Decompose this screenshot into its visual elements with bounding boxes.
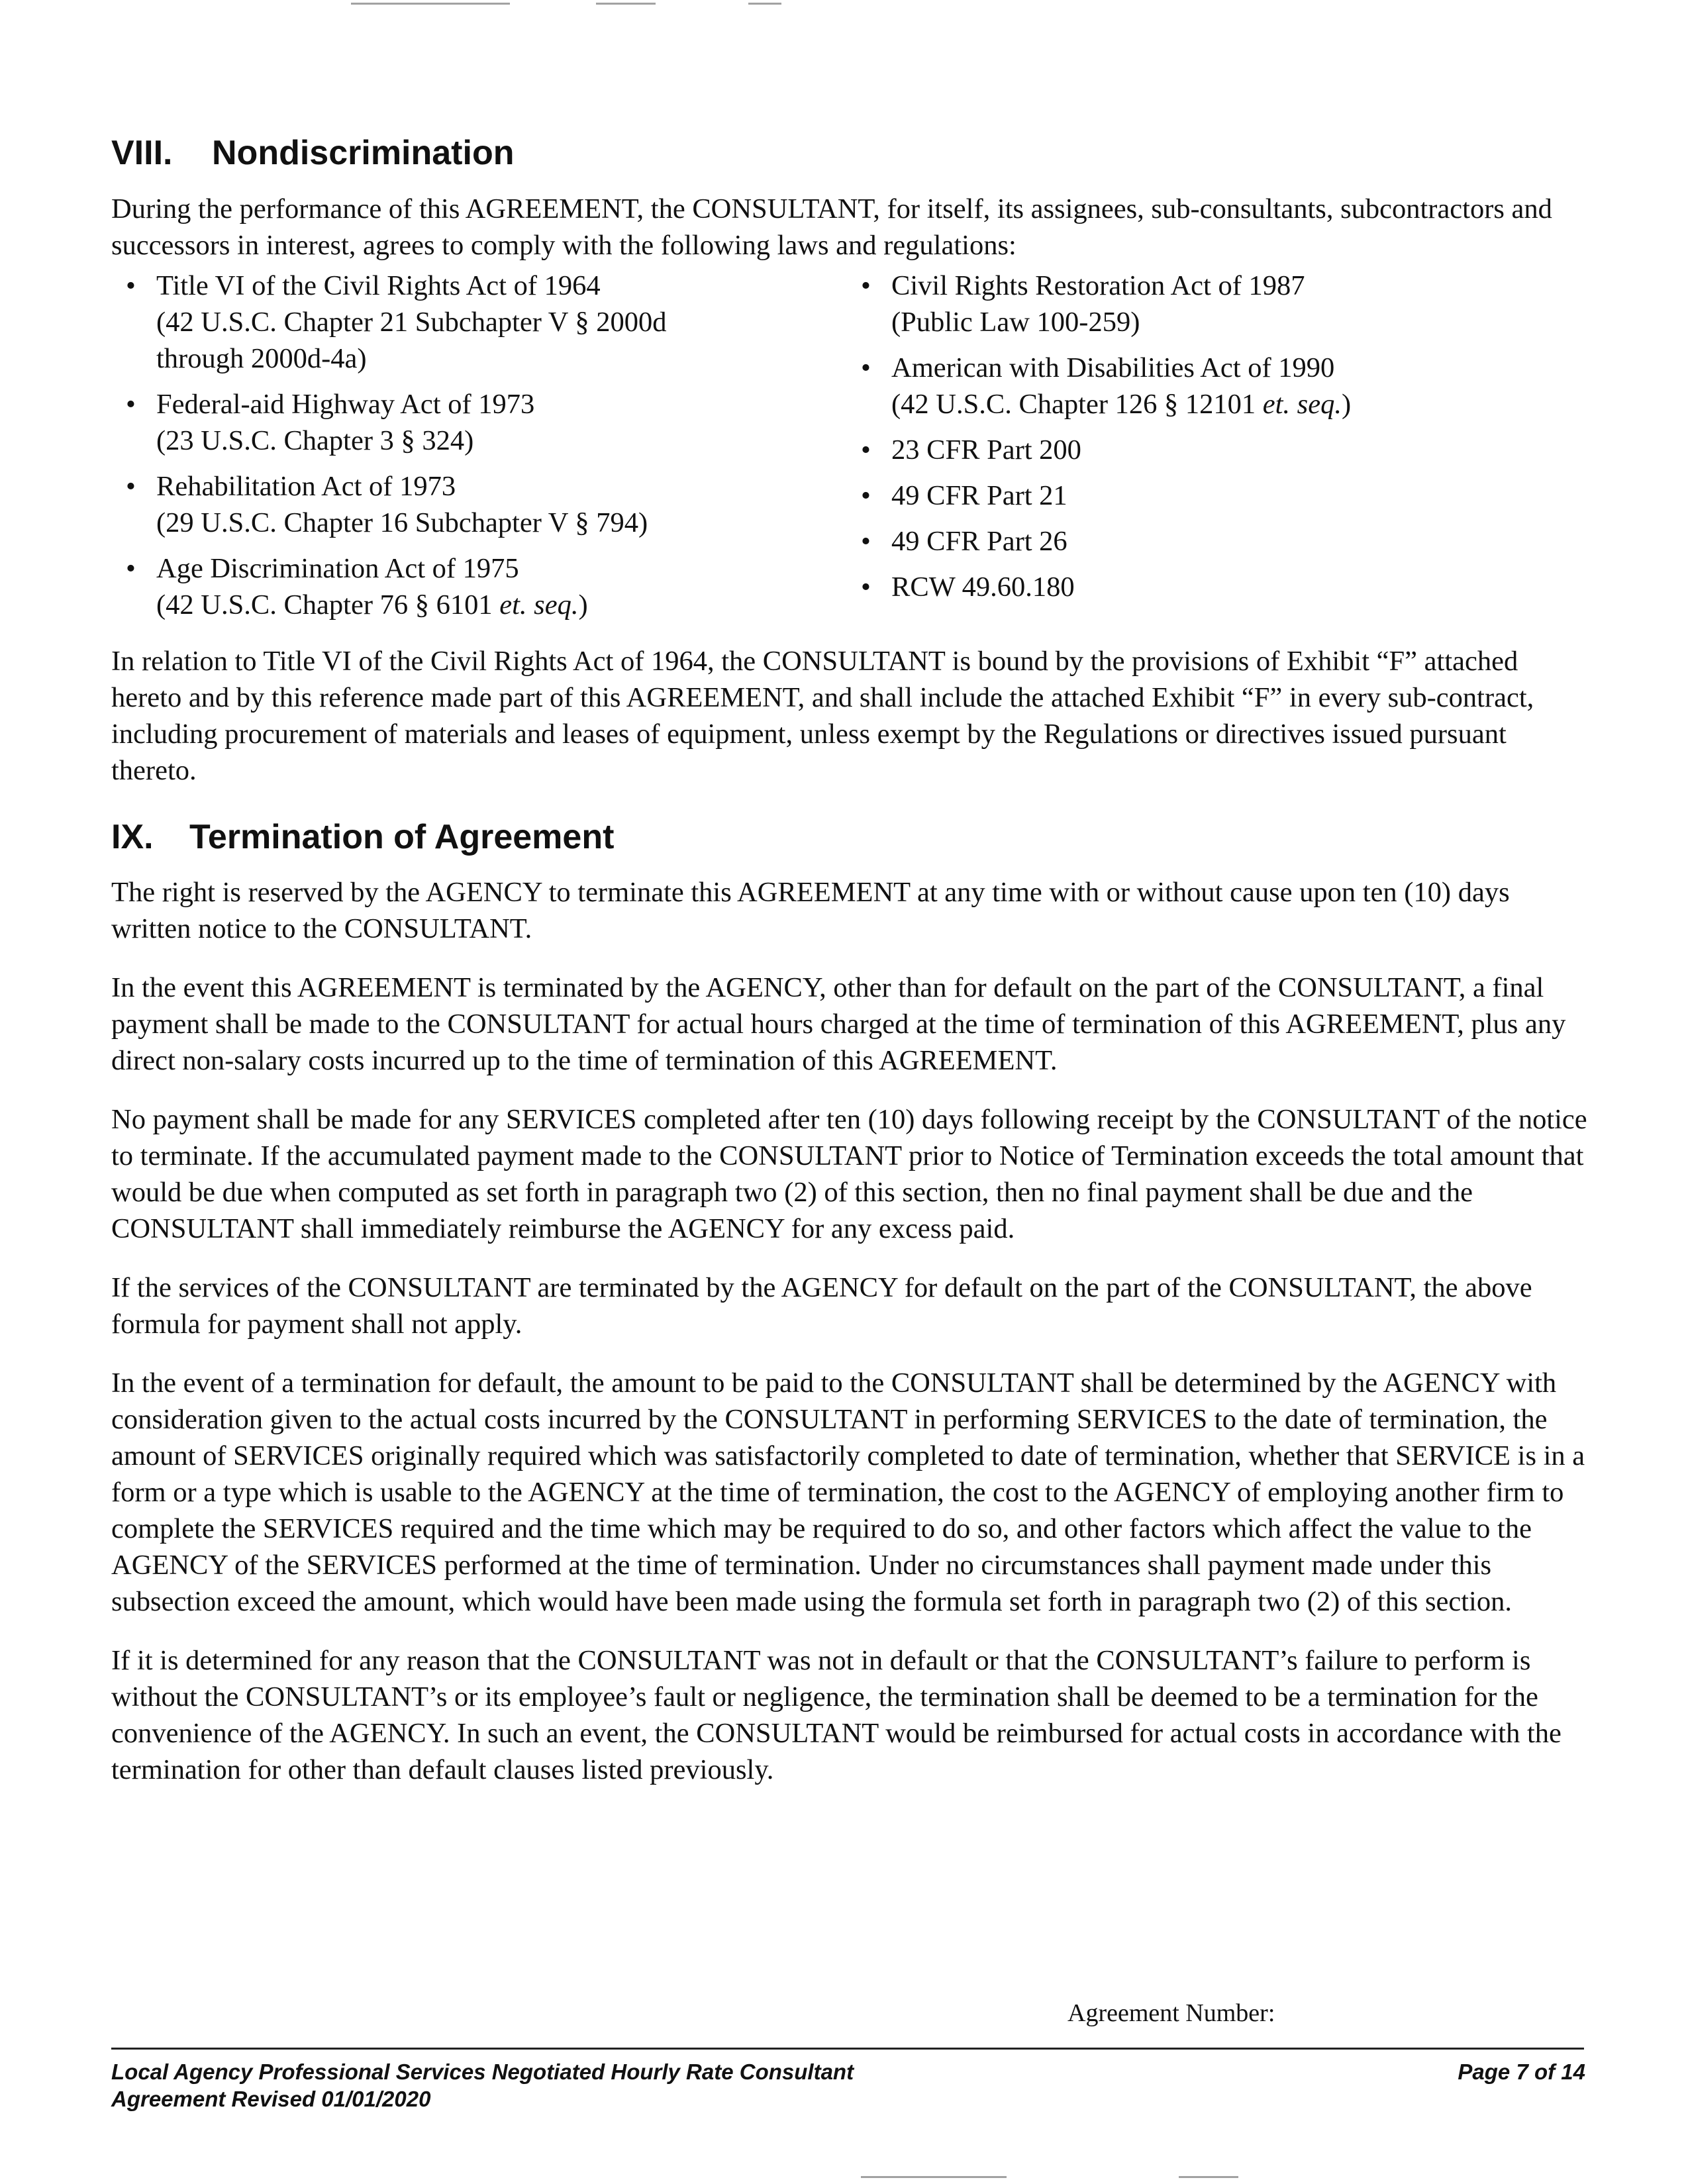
nondiscrimination-intro: During the performance of this AGREEMENT, the CONSULTANT, for itself, its assignees, sub-consultants, subcontractors and successors in interest, agrees to comply with the following laws and regulations:	[111, 193, 1552, 262]
list-item: • Title VI of the Civil Rights Act of 1964 (42 U.S.C. Chapter 21 Subchapter V § 2000d through 2000d-4a)	[111, 268, 846, 377]
termination-paragraph: If it is determined for any reason that the CONSULTANT was not in default or that the CONSULTANT’s failure to perform is without the CONSULTANT’s or its employee’s fault or negligence, the termination shall be deemed to be a termination for the convenience of the AGENCY. In such an event, the CONSULTANT would be reimbursed for actual costs in accordance with the termination for other than default clauses listed previously.	[111, 1644, 1562, 1785]
termination-paragraph: In the event this AGREEMENT is terminated by the AGENCY, other than for default on the part of the CONSULTANT, a final payment shall be made to the CONSULTANT for actual hours charged at the time of termination of this AGREEMENT, plus any direct non-salary costs incurred up to the time of termination of this AGREEMENT.	[111, 971, 1566, 1076]
agreement-number-label: Agreement Number:	[1067, 1999, 1275, 2027]
laws-list	[111, 268, 1588, 632]
scan-artifact	[1179, 2176, 1238, 2178]
section-title: Nondiscrimination	[212, 134, 515, 172]
termination-paragraph: In the event of a termination for default, the amount to be paid to the CONSULTANT shall be determined by the AGENCY with consideration given to the actual costs incurred by the CONSULTANT in performing SERVICES to the date of termination, the amount of SERVICES originally required which was satisfactorily completed to date of termination, whether that SERVICE is in a form or a type which is usable to the AGENCY at the time of termination, the cost to the AGENCY of employing another firm to complete the SERVICES required and the time which may be required to do so, and other factors which affect the value to the AGENCY of the SERVICES performed at the time of termination. Under no circumstances shall payment made under this subsection exceed the amount, which would have been made using the formula set forth in paragraph two (2) of this section.	[111, 1367, 1585, 1617]
termination-paragraph: No payment shall be made for any SERVICES completed after ten (10) days following receipt by the CONSULTANT of the notice to terminate. If the accumulated payment made to the CONSULTANT prior to Notice of Termination exceeds the total amount that would be due when computed as set forth in paragraph two (2) of this section, then no final payment shall be due and the CONSULTANT shall immediately reimburse the AGENCY for any excess paid.	[111, 1103, 1587, 1244]
section-heading-viii	[111, 132, 1588, 174]
list-item: • Civil Rights Restoration Act of 1987 (Public Law 100-259)	[846, 268, 1588, 340]
section-heading-ix	[111, 817, 1588, 858]
list-item: • Age Discrimination Act of 1975 (42 U.S.C. Chapter 76 § 6101 et. seq.)	[111, 550, 846, 623]
list-item: • Federal-aid Highway Act of 1973 (23 U.S.C. Chapter 3 § 324)	[111, 386, 846, 459]
termination-paragraph: The right is reserved by the AGENCY to terminate this AGREEMENT at any time with or without cause upon ten (10) days written notice to the CONSULTANT.	[111, 876, 1510, 944]
list-item: • 23 CFR Part 200	[846, 432, 1588, 468]
section-title: Termination of Agreement	[189, 818, 615, 857]
laws-list-left	[111, 268, 846, 632]
footer-divider	[111, 2048, 1584, 2050]
nondiscrimination-closing: In relation to Title VI of the Civil Rights Act of 1964, the CONSULTANT is bound by the provisions of Exhibit “F” attached hereto and by this reference made part of this AGREEMENT, and shall include the attached Exhibit “F” in every sub-contract, including procurement of materials and leases of equipment, unless exempt by the Regulations or directives issued pursuant thereto.	[111, 646, 1534, 787]
list-item: • 49 CFR Part 26	[846, 523, 1588, 560]
scan-artifact	[351, 3, 510, 5]
scan-artifact	[861, 2176, 1007, 2178]
page-number: Page 7 of 14	[1458, 2060, 1585, 2084]
list-item: • American with Disabilities Act of 1990 (42 U.S.C. Chapter 126 § 12101 et. seq.)	[846, 350, 1588, 422]
termination-paragraph: If the services of the CONSULTANT are terminated by the AGENCY for default on the part of the CONSULTANT, the above formula for payment shall not apply.	[111, 1271, 1532, 1340]
document-page	[111, 132, 1588, 1788]
footer-title-line1: Local Agency Professional Services Negotiated Hourly Rate Consultant	[111, 2060, 854, 2084]
footer-title	[111, 2058, 854, 2112]
list-item: • RCW 49.60.180	[846, 569, 1588, 605]
section-number: VIII.	[111, 134, 173, 172]
footer-title-line2: Agreement Revised 01/01/2020	[111, 2087, 431, 2111]
scan-artifact	[748, 3, 781, 5]
section-number: IX.	[111, 818, 154, 857]
scan-artifact	[596, 3, 656, 5]
laws-list-right	[846, 268, 1588, 632]
list-item: • Rehabilitation Act of 1973 (29 U.S.C. Chapter 16 Subchapter V § 794)	[111, 468, 846, 541]
list-item: • 49 CFR Part 21	[846, 477, 1588, 514]
